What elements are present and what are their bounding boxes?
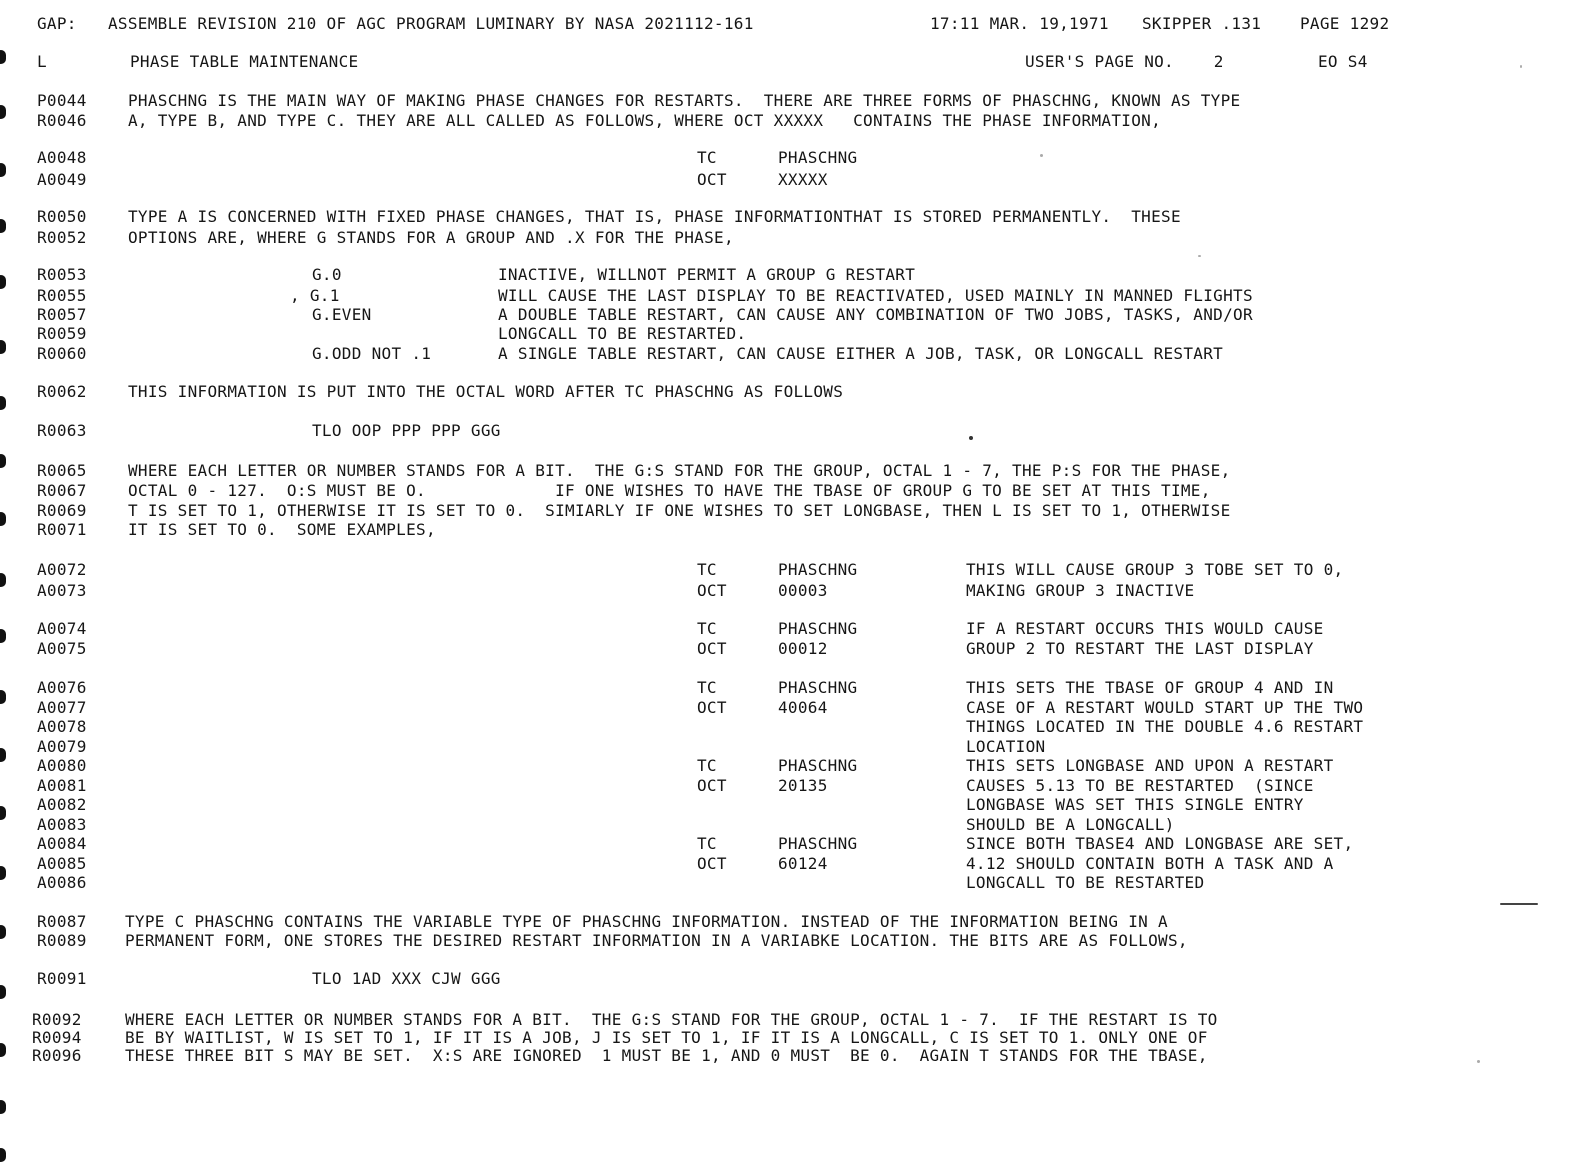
inline-comment: IF A RESTART OCCURS THIS WOULD CAUSE <box>966 619 1324 638</box>
speck <box>1520 65 1522 68</box>
feed-hole <box>0 512 6 526</box>
inline-comment: 4.12 SHOULD CONTAIN BOTH A TASK AND A <box>966 854 1334 873</box>
inline-comment: THIS SETS LONGBASE AND UPON A RESTART <box>966 756 1334 775</box>
sequence-number: R0057 <box>37 305 87 324</box>
comment-text: WHERE EACH LETTER OR NUMBER STANDS FOR A BIT. THE G:S STAND FOR THE GROUP, OCTAL 1 - 7, THE P:S FOR THE PHASE, <box>128 461 1231 480</box>
sequence-number: A0084 <box>37 834 87 853</box>
sequence-number: R0055 <box>37 286 87 305</box>
opcode: TC <box>697 834 717 853</box>
operand: PHASCHNG <box>778 756 858 775</box>
inline-comment: CAUSES 5.13 TO BE RESTARTED (SINCE <box>966 776 1314 795</box>
operand: PHASCHNG <box>778 148 858 167</box>
sequence-number: A0048 <box>37 148 87 167</box>
sequence-number: R0071 <box>37 520 87 539</box>
inline-comment: GROUP 2 TO RESTART THE LAST DISPLAY <box>966 639 1314 658</box>
feed-hole <box>0 275 6 289</box>
opcode: OCT <box>697 854 727 873</box>
sequence-number: A0076 <box>37 678 87 697</box>
comment-text: T IS SET TO 1, OTHERWISE IT IS SET TO 0. SIMIARLY IF ONE WISHES TO SET LONGBASE, THEN L IS SET TO 1, OTHERWISE <box>128 501 1231 520</box>
comment-text: THIS INFORMATION IS PUT INTO THE OCTAL WORD AFTER TC PHASCHNG AS FOLLOWS <box>128 382 844 401</box>
log-section-code: L <box>37 52 47 71</box>
operand: 20135 <box>778 776 828 795</box>
opcode: TC <box>697 678 717 697</box>
inline-comment: THIS SETS THE TBASE OF GROUP 4 AND IN <box>966 678 1334 697</box>
feed-hole <box>0 985 6 999</box>
feed-hole <box>0 340 6 354</box>
comment-text: IT IS SET TO 0. SOME EXAMPLES, <box>128 520 436 539</box>
skipper-label: SKIPPER .131 <box>1142 14 1262 33</box>
inline-comment: LONGCALL TO BE RESTARTED <box>966 873 1205 892</box>
section-title: PHASE TABLE MAINTENANCE <box>130 52 359 71</box>
feed-hole <box>0 1148 6 1162</box>
sequence-number: R0053 <box>37 265 87 284</box>
opcode: TC <box>697 148 717 167</box>
bit-pattern: TLO OOP PPP PPP GGG <box>312 421 501 440</box>
sequence-number: R0091 <box>37 969 87 988</box>
comment-text: OCTAL 0 - 127. O:S MUST BE O. IF ONE WISHES TO HAVE THE TBASE OF GROUP G TO BE SET AT THIS TIME, <box>128 481 1211 500</box>
speck <box>1040 154 1043 157</box>
option-label: G.0 <box>312 265 342 284</box>
gap-label: GAP: <box>37 14 77 33</box>
feed-hole <box>0 1100 6 1114</box>
feed-hole <box>0 573 6 587</box>
sequence-number: A0083 <box>37 815 87 834</box>
speck <box>1198 255 1201 257</box>
feed-hole <box>0 925 6 939</box>
option-label: G.EVEN <box>312 305 372 324</box>
sequence-number: A0074 <box>37 619 87 638</box>
sequence-number: R0067 <box>37 481 87 500</box>
sequence-number: R0059 <box>37 324 87 343</box>
operand: PHASCHNG <box>778 834 858 853</box>
operand: 40064 <box>778 698 828 717</box>
operand: PHASCHNG <box>778 619 858 638</box>
comment-text: PERMANENT FORM, ONE STORES THE DESIRED RESTART INFORMATION IN A VARIABKE LOCATION. THE BITS ARE AS FOLLOWS, <box>125 931 1188 950</box>
comment-text: WHERE EACH LETTER OR NUMBER STANDS FOR A BIT. THE G:S STAND FOR THE GROUP, OCTAL 1 - 7. IF THE RESTART IS TO <box>125 1010 1218 1029</box>
sequence-number: R0052 <box>37 228 87 247</box>
option-description: LONGCALL TO BE RESTARTED. <box>498 324 747 343</box>
sequence-number: A0081 <box>37 776 87 795</box>
sequence-number: R0046 <box>37 111 87 130</box>
feed-hole <box>0 50 6 64</box>
feed-hole <box>0 1043 6 1057</box>
feed-hole <box>0 629 6 643</box>
opcode: OCT <box>697 639 727 658</box>
comment-text: PHASCHNG IS THE MAIN WAY OF MAKING PHASE CHANGES FOR RESTARTS. THERE ARE THREE FORMS OF PHASCHNG, KNOWN AS TYPE <box>128 91 1241 110</box>
sequence-number: R0062 <box>37 382 87 401</box>
sequence-number: A0082 <box>37 795 87 814</box>
opcode: OCT <box>697 581 727 600</box>
inline-comment: CASE OF A RESTART WOULD START UP THE TWO <box>966 698 1364 717</box>
sequence-number: R0094 <box>32 1028 82 1047</box>
sequence-number: R0065 <box>37 461 87 480</box>
operand: 60124 <box>778 854 828 873</box>
option-label: G.ODD NOT .1 <box>312 344 432 363</box>
sequence-number: A0072 <box>37 560 87 579</box>
feed-hole <box>0 105 6 119</box>
sequence-number: A0077 <box>37 698 87 717</box>
speck <box>1477 1060 1480 1063</box>
option-description: A SINGLE TABLE RESTART, CAN CAUSE EITHER A JOB, TASK, OR LONGCALL RESTART <box>498 344 1224 363</box>
comment-text: BE BY WAITLIST, W IS SET TO 1, IF IT IS A JOB, J IS SET TO 1, IF IT IS A LONGCALL, C IS SET TO 1. ONLY ONE OF <box>125 1028 1208 1047</box>
feed-hole <box>0 690 6 704</box>
feed-hole <box>0 806 6 820</box>
feed-hole <box>0 219 6 233</box>
opcode: OCT <box>697 776 727 795</box>
sequence-number: A0078 <box>37 717 87 736</box>
feed-hole <box>0 866 6 880</box>
sequence-number: A0086 <box>37 873 87 892</box>
feed-hole <box>0 163 6 177</box>
comment-text: THESE THREE BIT S MAY BE SET. X:S ARE IGNORED 1 MUST BE 1, AND 0 MUST BE 0. AGAIN T STANDS FOR THE TBASE, <box>125 1046 1208 1065</box>
sequence-number: R0069 <box>37 501 87 520</box>
operand: XXXXX <box>778 170 828 189</box>
inline-comment: THIS WILL CAUSE GROUP 3 TOBE SET TO 0, <box>966 560 1344 579</box>
operand: 00012 <box>778 639 828 658</box>
opcode: OCT <box>697 170 727 189</box>
sequence-number: A0073 <box>37 581 87 600</box>
sequence-number: A0049 <box>37 170 87 189</box>
sequence-number: R0096 <box>32 1046 82 1065</box>
operand: PHASCHNG <box>778 560 858 579</box>
opcode: TC <box>697 560 717 579</box>
opcode: OCT <box>697 698 727 717</box>
margin-mark <box>1500 903 1538 905</box>
sequence-number: R0060 <box>37 344 87 363</box>
opcode: TC <box>697 619 717 638</box>
page-number: PAGE 1292 <box>1300 14 1390 33</box>
inline-comment: LOCATION <box>966 737 1046 756</box>
datetime: 17:11 MAR. 19,1971 <box>930 14 1109 33</box>
comment-text: OPTIONS ARE, WHERE G STANDS FOR A GROUP AND .X FOR THE PHASE, <box>128 228 734 247</box>
inline-comment: THINGS LOCATED IN THE DOUBLE 4.6 RESTART <box>966 717 1364 736</box>
sequence-number: R0050 <box>37 207 87 226</box>
comment-text: TYPE A IS CONCERNED WITH FIXED PHASE CHANGES, THAT IS, PHASE INFORMATIONTHAT IS STORED PERMANENTLY. THESE <box>128 207 1181 226</box>
sequence-number: R0089 <box>37 931 87 950</box>
comment-text: TYPE C PHASCHNG CONTAINS THE VARIABLE TYPE OF PHASCHNG INFORMATION. INSTEAD OF THE INFORMATION BEING IN A <box>125 912 1168 931</box>
opcode: TC <box>697 756 717 775</box>
inline-comment: SINCE BOTH TBASE4 AND LONGBASE ARE SET, <box>966 834 1354 853</box>
sequence-number: A0075 <box>37 639 87 658</box>
comment-text: A, TYPE B, AND TYPE C. THEY ARE ALL CALLED AS FOLLOWS, WHERE OCT XXXXX CONTAINS THE PHASE INFORMATION, <box>128 111 1162 130</box>
feed-hole <box>0 454 6 468</box>
inline-comment: SHOULD BE A LONGCALL) <box>966 815 1175 834</box>
option-description: WILL CAUSE THE LAST DISPLAY TO BE REACTIVATED, USED MAINLY IN MANNED FLIGHTS <box>498 286 1253 305</box>
sequence-number: A0079 <box>37 737 87 756</box>
feed-hole <box>0 396 6 410</box>
assemble-title: ASSEMBLE REVISION 210 OF AGC PROGRAM LUMINARY BY NASA 2021112-161 <box>108 14 754 33</box>
inline-comment: LONGBASE WAS SET THIS SINGLE ENTRY <box>966 795 1304 814</box>
sequence-number: A0085 <box>37 854 87 873</box>
user-page-number: USER'S PAGE NO. 2 <box>1025 52 1224 71</box>
option-description: A DOUBLE TABLE RESTART, CAN CAUSE ANY COMBINATION OF TWO JOBS, TASKS, AND/OR <box>498 305 1253 324</box>
inline-comment: MAKING GROUP 3 INACTIVE <box>966 581 1195 600</box>
sequence-number: R0092 <box>32 1010 82 1029</box>
sequence-number: R0087 <box>37 912 87 931</box>
option-label: , G.1 <box>290 286 340 305</box>
operand: PHASCHNG <box>778 678 858 697</box>
speck <box>969 436 973 440</box>
bit-pattern: TLO 1AD XXX CJW GGG <box>312 969 501 988</box>
option-description: INACTIVE, WILLNOT PERMIT A GROUP G RESTART <box>498 265 916 284</box>
operand: 00003 <box>778 581 828 600</box>
sequence-number: A0080 <box>37 756 87 775</box>
feed-hole <box>0 748 6 762</box>
sequence-number: P0044 <box>37 91 87 110</box>
sequence-number: R0063 <box>37 421 87 440</box>
eo-code: EO S4 <box>1318 52 1368 71</box>
